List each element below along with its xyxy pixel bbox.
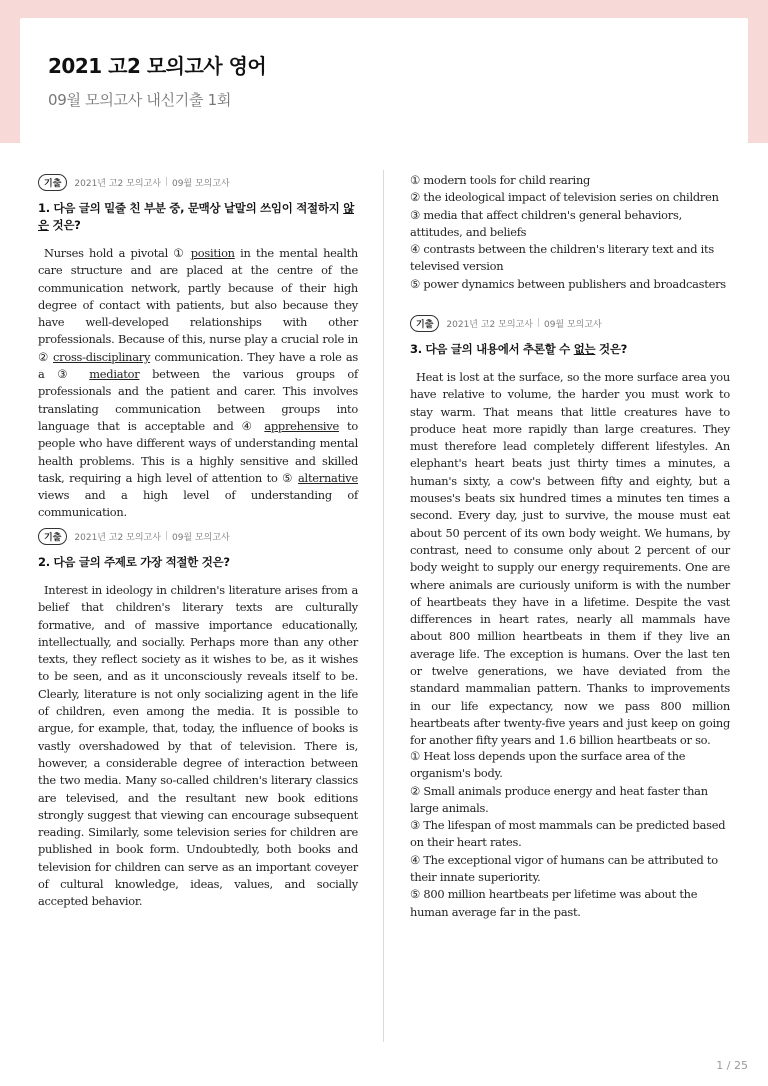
- question-passage: [38, 245, 358, 522]
- question-title: [38, 200, 358, 234]
- title-text-end: 것은?: [595, 342, 628, 356]
- question-passage: Heat is lost at the surface, so the more surface area you have relative to volume, the harder you must work to stay warm. That means that little creatures have to produce heat more rapidly than large creatures. They must therefore lead completely different lifestyles. An elephant's heart beats just thirty times a minutes, a human's sixty, a cow's between fifty and eighty, but a mouses's beats six hundred times a minutes ten times a second. Every day, just to survive, the mouse must eat about 50 percent of its own body weight. We humans, by contrast, need to consume only about 2 percent of our body weight to supply our energy requirements. One are where animals are curiously uniform is with the number of heartbeats they have in a lifetime. Despite the vast differences in heart rates, nearly all mammals have about 800 million heartbeats in them if they live an average life. The exception is humans. Over the last ten or twelve generations, we have deviated from the standard mammalian pattern. Thanks to improvements in our life expectancy, now we pass 800 million heartbeats after twenty-five years and just keep on going for another fifty years and 1.6 billion heartbeats or so.: [410, 370, 730, 748]
- question-1: [38, 172, 358, 522]
- tag-month: 09월 모의고사: [171, 532, 230, 543]
- option-3: ③ media that affect children's general behaviors, attitudes, and beliefs: [410, 207, 682, 239]
- title-underlined: 없는: [573, 342, 596, 356]
- option-2: ② the ideological impact of television series on children: [410, 190, 719, 205]
- question-3-options: [410, 748, 730, 921]
- question-tag: [38, 172, 358, 192]
- passage-text: to people who have different ways of understanding mental health problems. This is a highly sensitive and skilled task, requiring a high level of attention to ⑤: [38, 418, 358, 485]
- title-text: 3. 다음 글의 내용에서 추론할 수: [410, 342, 574, 356]
- title-underlined: 않은: [38, 201, 354, 232]
- passage-text: views and a high level of understanding of communication.: [38, 488, 358, 520]
- source-badge: 기출: [38, 528, 67, 545]
- option-1: ① Heat loss depends upon the surface area of the organism's body.: [410, 749, 686, 781]
- passage-text: communication. They have a role as a ③: [38, 349, 358, 382]
- tag-separator: |: [164, 531, 168, 541]
- option-3: ③ The lifespan of most mammals can be predicted based on their heart rates.: [410, 818, 726, 850]
- tag-month: 09월 모의고사: [171, 178, 230, 189]
- option-1: ① modern tools for child rearing: [410, 173, 591, 187]
- tag-year: 2021년 고2 모의고사: [74, 532, 161, 543]
- document-title: 2021 고2 모의고사 영어: [48, 54, 267, 78]
- question-passage: Interest in ideology in children's literature arises from a belief that children's literary texts are culturally formative, and of massive importance educationally, intellectually, and socially. Perhaps more than any other texts, they reflect society as it wishes to be, as it wishes to be seen, and as it unconsciously reveals itself to be. Clearly, literature is not only socializing agent in the life of children, even among the media. It is possible to argue, for example, that, today, the influence of books is vastly overshadowed by that of television. There is, however, a considerable degree of interaction between the two media. Many so-called children's literary classics are televised, and the resultant new book editions strongly suggest that viewing can encourage subsequent reading. Similarly, some television series for children are published in book form. Undoubtedly, both books and television for children can serve as an important coveyer of cultural knowledge, ideas, values, and socially accepted behavior.: [38, 583, 358, 909]
- source-badge: 기출: [38, 174, 67, 191]
- source-badge: 기출: [410, 315, 439, 332]
- right-column: [410, 172, 730, 919]
- column-divider: [383, 170, 384, 1042]
- option-4: ④ The exceptional vigor of humans can be attributed to their innate superiority.: [410, 852, 718, 885]
- underlined-word-2: cross-disciplinary: [53, 349, 151, 364]
- tag-separator: |: [536, 318, 540, 328]
- underlined-word-1: position: [190, 246, 235, 260]
- document-subtitle: 09월 모의고사 내신기출 1회: [48, 91, 232, 109]
- underlined-word-3: mediator: [89, 367, 140, 382]
- question-title: [410, 341, 730, 358]
- page-number: 1 / 25: [716, 1059, 748, 1072]
- left-column: [38, 172, 358, 909]
- option-5: ⑤ power dynamics between publishers and broadcasters: [410, 276, 726, 291]
- passage-text: in the mental health care structure and are placed at the centre of the communication network, partly because of their high degree of contact with patients, but also because they have well-developed relationships with other professionals. Because of this, nurse play a crucial role in ②: [38, 246, 358, 364]
- tag-year: 2021년 고2 모의고사: [446, 319, 533, 330]
- passage-text: Nurses hold a pivotal ①: [44, 246, 191, 260]
- tag-year: 2021년 고2 모의고사: [74, 178, 161, 189]
- question-2: [38, 526, 358, 911]
- tag-month: 09월 모의고사: [543, 319, 602, 330]
- option-4: ④ contrasts between the children's literary text and its televised version: [410, 242, 714, 274]
- question-2-options: [410, 172, 730, 293]
- question-title: 2. 다음 글의 주제로 가장 적절한 것은?: [38, 555, 230, 569]
- passage-text: between the various groups of professionals and the patient and carer. This involves translating communication between groups into language that is acceptable and ④: [38, 367, 358, 433]
- title-text-end: 것은?: [48, 218, 81, 232]
- tag-separator: |: [164, 177, 168, 187]
- option-5: ⑤ 800 million heartbeats per lifetime was about the human average far in the past.: [410, 887, 698, 919]
- underlined-word-4: apprehensive: [264, 418, 339, 433]
- question-tag: [410, 313, 730, 333]
- title-text: 1. 다음 글의 밑줄 친 부분 중, 문맥상 낱말의 쓰임이 적절하지: [38, 201, 344, 215]
- question-3: [410, 313, 730, 750]
- question-tag: [38, 526, 358, 546]
- option-2: ② Small animals produce energy and heat faster than large animals.: [410, 783, 708, 815]
- underlined-word-5: alternative: [298, 470, 358, 485]
- header-card: [20, 18, 748, 143]
